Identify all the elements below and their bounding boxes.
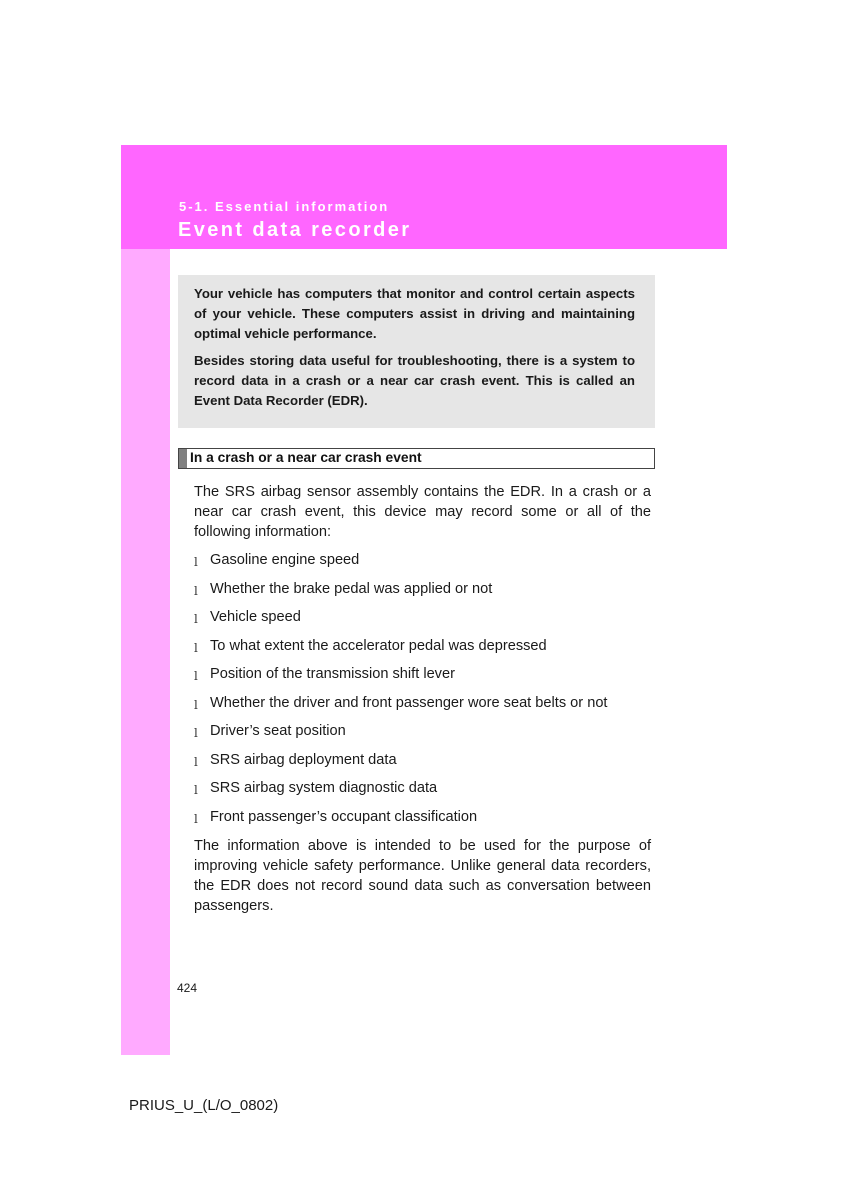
list-item xyxy=(194,693,654,722)
list-item-text: Gasoline engine speed xyxy=(210,552,360,568)
list-item xyxy=(194,750,654,779)
list-item xyxy=(194,550,654,579)
bullet-icon: l xyxy=(194,726,198,740)
list-item xyxy=(194,721,654,750)
list-item-text: Whether the brake pedal was applied or not xyxy=(210,580,493,597)
list-item-text: Vehicle speed xyxy=(210,609,301,625)
side-strip xyxy=(121,249,170,1055)
bullet-icon: l xyxy=(194,669,198,683)
list-item-text: SRS airbag deployment data xyxy=(210,751,397,768)
bullet-icon: l xyxy=(194,754,198,769)
bullet-icon: l xyxy=(194,555,198,569)
bullet-icon: l xyxy=(194,640,198,655)
recorded-data-list xyxy=(194,550,654,835)
closing-paragraph: The information above is intended to be used for the purpose of improving vehicle safety performance. Unlike general data recorders, the EDR does not record sound data such as conversation between passengers. xyxy=(194,838,651,914)
heading-marker xyxy=(179,449,187,468)
list-item-text: SRS airbag system diagnostic data xyxy=(210,780,438,796)
page-title: Event data recorder xyxy=(178,219,412,241)
bullet-icon: l xyxy=(194,697,198,712)
section-label: 5-1. Essential information xyxy=(179,199,390,214)
list-item xyxy=(194,664,654,693)
list-item-text: Driver’s seat position xyxy=(210,723,346,739)
list-item xyxy=(194,607,654,636)
list-item xyxy=(194,778,654,807)
section-heading xyxy=(178,448,655,469)
list-item-text: Whether the driver and front passenger wore seat belts or not xyxy=(210,694,608,711)
intro-box xyxy=(178,275,655,428)
list-item xyxy=(194,807,654,836)
document-code: PRIUS_U_(L/O_0802) xyxy=(129,1097,279,1114)
bullet-icon: l xyxy=(194,583,198,598)
list-item xyxy=(194,579,654,608)
list-item xyxy=(194,636,654,665)
bullet-icon: l xyxy=(194,612,198,626)
lead-paragraph: The SRS airbag sensor assembly contains the EDR. In a crash or a near car crash event, this device may record some or all of the following information: xyxy=(194,484,651,540)
section-heading-text: In a crash or a near car crash event xyxy=(190,450,422,465)
page-number: 424 xyxy=(177,981,198,995)
list-item-text: Front passenger’s occupant classification xyxy=(210,808,478,825)
intro-paragraph: Besides storing data useful for troubleshooting, there is a system to record data in a crash or a near car crash event. This is called an Event Data Recorder (EDR). xyxy=(194,353,635,408)
list-item-text: Position of the transmission shift lever xyxy=(210,666,455,682)
bullet-icon: l xyxy=(194,783,198,797)
intro-paragraph: Your vehicle has computers that monitor and control certain aspects of your vehicle. These computers assist in driving and maintaining optimal vehicle performance. xyxy=(194,286,635,341)
bullet-icon: l xyxy=(194,811,198,826)
list-item-text: To what extent the accelerator pedal was depressed xyxy=(210,637,547,654)
